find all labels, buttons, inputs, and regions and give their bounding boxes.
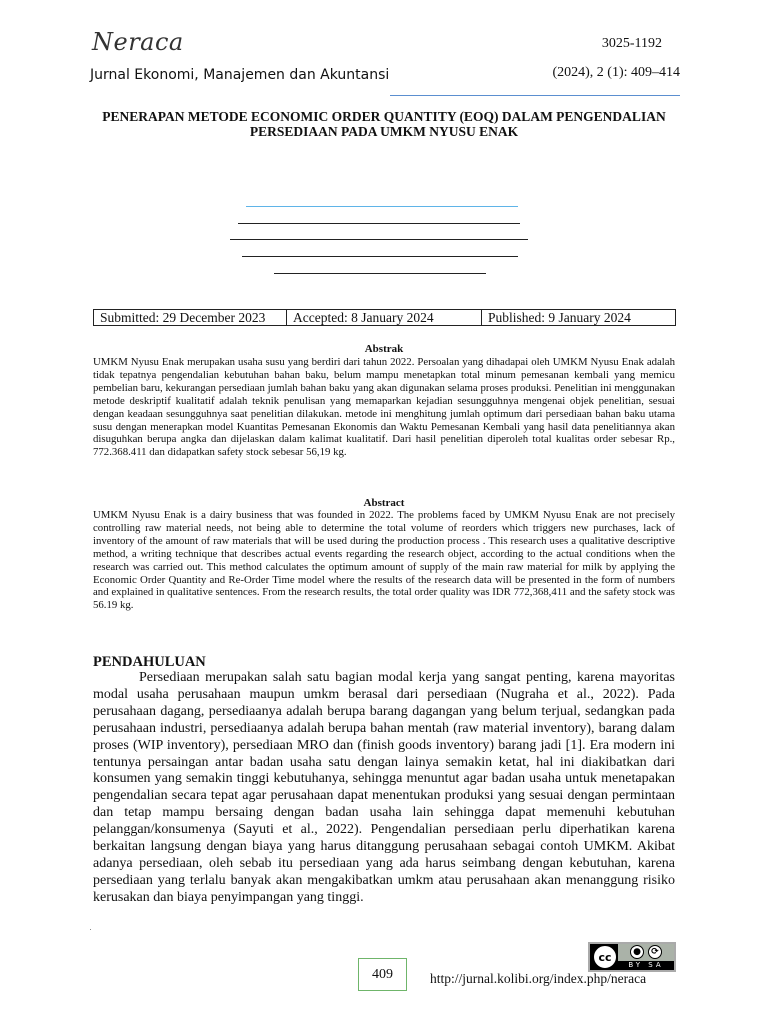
abstract-en-heading: Abstract [363, 497, 405, 509]
introduction-text [93, 670, 675, 907]
volume-info: (2024), 2 (1): 409–414 [552, 65, 680, 80]
abstract-en-text: UMKM Nyusu Enak is a dairy business that was founded in 2022. The problems faced by UMKM Nyusu Enak are not precisely controlling raw material needs, not being able to determine the total volume of reorders which triggers new purchases, lack of inventory of the amount of raw materials that will be used during the production process . This research uses a qualitative descriptive method, a writing technique that describes actual events regarding the research object, according to the actual conditions when the research was carried out. This method calculates the optimum amount of supply of the main raw material for milk by applying the Economic Order Quantity and Re-Order Time model where the results of the research data will be presented in the form of numbers and explained in qualitative sentences. From the research results, the total order quality was IDR 772,368,411 and the safety stock was 56.19 kg. [93, 509, 675, 612]
section-heading: PENDAHULUAN [93, 654, 206, 670]
dates-table [93, 309, 676, 326]
author-line [242, 256, 518, 257]
share-alike-icon: ⟳ [648, 945, 662, 959]
submitted-date: Submitted: 29 December 2023 [94, 310, 287, 325]
introduction-paragraph: Persediaan merupakan salah satu bagian modal kerja yang sangat penting, karena mayoritas modal usaha perusahaan maupun umkm berasal dari persediaan (Nugraha et al., 2022). Pada perusahaan dagang, persediaanya adalah berupa barang dagangan yang belum terjual, sedangkan pada perusahaan industri, persediaanya adalah berupa bahan mentah (raw material inventory), barang dalam proses (WIP inventory), persediaan MRO dan (finish goods inventory) barang jadi [1]. Era modern ini tentunya persaingan antar badan usaha satu dengan lainya semakin ketat, hal ini diakibatkan dari konsumen yang semakin tinggi kebutuhanya, sehingga menuntut agar badan usaha untuk menetapakan pengendalian secara tepat agar perusahaan dapat menentukan produksi yang sesuai dengan permintaan dan tetap mampu bersaing dengan badan usaha lain sehingga dapat memenuhi kebutuhan pelanggan/konsumenya (Sayuti et al., 2022). Pengendalian persediaan perlu diperhatikan karena berkaitan langsung dengan biaya yang harus ditanggung perusahaan sebagai contoh UMKM. Akibat adanya persediaan, oleh sebab itu persediaan yang ada harus seimbang dengan kebutuhan, karena persediaan yang terlalu banyak akan mengakibatkan umkm atau perusahaan akan menanggung risiko kerusakan dan biaya penyimpangan yang tinggi. [93, 670, 675, 905]
author-line [274, 273, 486, 274]
header-rule [390, 95, 680, 96]
cc-license-badge[interactable] [588, 942, 676, 972]
license-by: BY [628, 961, 644, 969]
journal-url-link[interactable]: http://jurnal.kolibi.org/index.php/neraca [430, 971, 647, 986]
author-line [238, 223, 520, 224]
abstract-id-text: UMKM Nyusu Enak merupakan usaha susu yang berdiri dari tahun 2022. Persoalan yang dihadapai oleh UMKM Nyusu Enak adalah tidak tepatnya pengendalian kebutuhan bahan baku, belum mampu menetapkan total minum pemesanan kembali yang memicu pembelian baru, kekurangan persediaan jumlah bahan baku yang akan digunakan selama proses produksi. Penelitian ini menggunakan metode deskriptif kualitatif adalah teknik penulisan yang memaparkan kejadian sesungguhnya mengenai objek penelitian, sesuai dengan keadaan sesungguhnya saat penelitian dilakukan. metode ini menghitung jumlah optimum dari persediaan bahan baku utama susu dengan menerapkan model Kuantitas Pemesanan Ekonomis dan Waktu Pemesanan Kembali yang hasil data penelitiannya akan disuguhkan berupa angka dan dijelaskan dalam kalimat kualitatif. Dari hasil penelitian diperoleh total kualitas order sebesar Rp., 772.368.411 dan didapatkan safety stock sebesar 56,19 kg. [93, 356, 675, 459]
cc-icon: cc [592, 944, 618, 970]
license-label [618, 961, 674, 970]
abstract-id-heading: Abstrak [364, 343, 404, 355]
license-sa: SA [648, 961, 664, 969]
issn: 3025-1192 [601, 36, 662, 51]
accepted-date: Accepted: 8 January 2024 [287, 310, 482, 325]
author-line [230, 239, 528, 240]
attribution-icon: ● [630, 945, 644, 959]
journal-logo: Neraca [92, 28, 184, 56]
author-line [246, 206, 518, 207]
page-number: 409 [358, 958, 407, 991]
journal-name: Jurnal Ekonomi, Manajemen dan Akuntansi [90, 67, 390, 83]
published-date: Published: 9 January 2024 [488, 310, 631, 325]
page-mark [90, 929, 91, 930]
article-title: PENERAPAN METODE ECONOMIC ORDER QUANTITY (EOQ) DALAM PENGENDALIAN PERSEDIAAN PADA UMKM NYUSU ENAK [102, 109, 666, 139]
